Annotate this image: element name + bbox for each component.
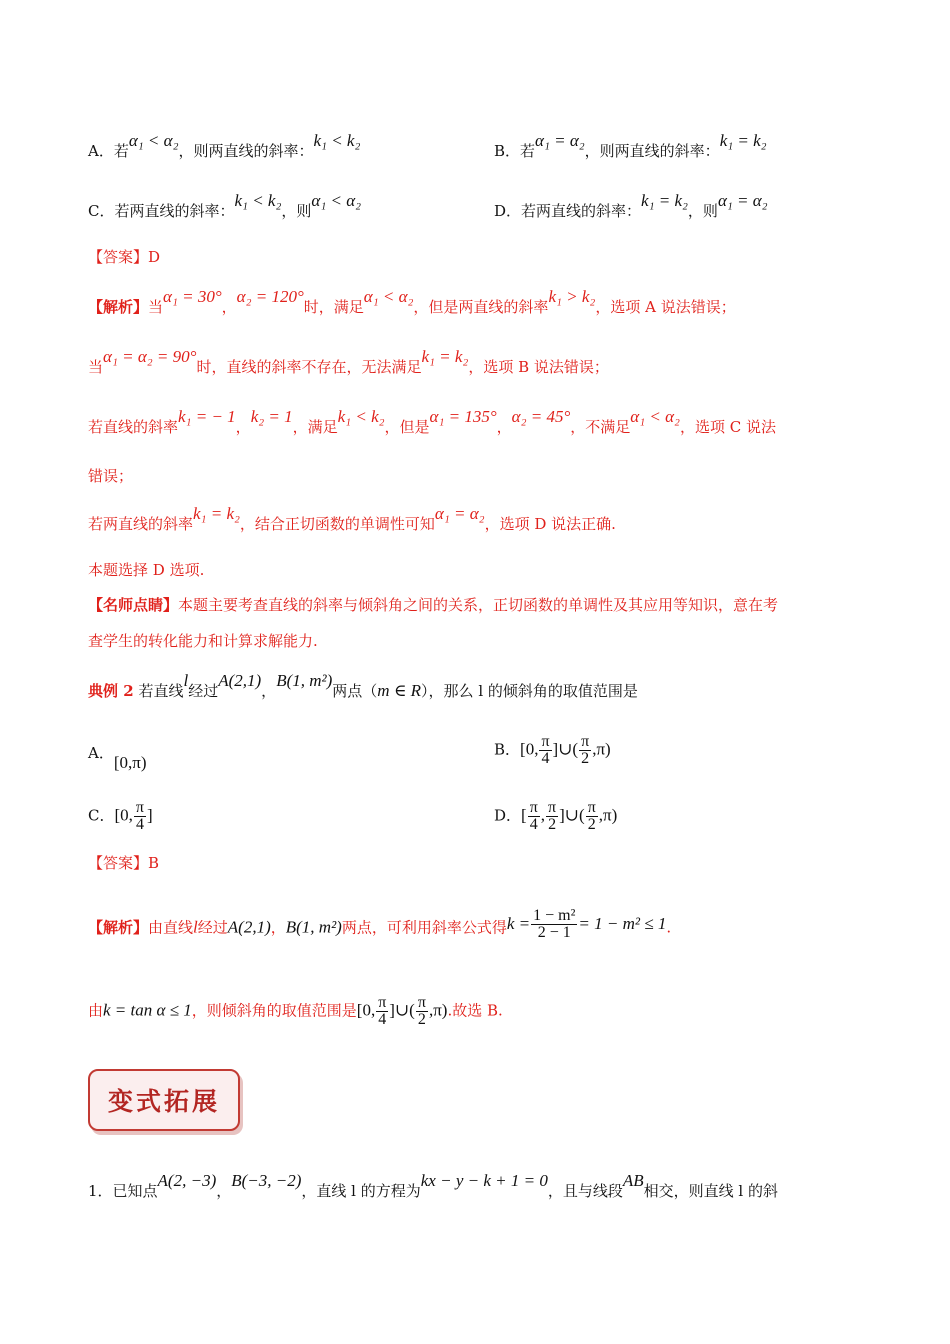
q2-option-b: B．[0, $\frac{\pi}{4}$ ]∪( $\frac{\pi}{2}$ ,π) (494, 733, 611, 767)
q1-analysis-line-6: 本题选择 D 选项. (88, 561, 205, 579)
example-2-question: 典例 2 若直线l经过A(2,1)，B(1, m²)两点（m ∈ R），那么 l 的倾斜角的取值范围是 (88, 671, 638, 700)
q1-analysis-line-5: 若两直线的斜率k₁ = k₂，结合正切函数的单调性可知α₁ = α₂，选项 D 说法正确. (88, 504, 616, 533)
q1-option-c: C．若两直线的斜率：k₁ < k₂，则α₁ < α₂ (88, 191, 362, 220)
q2-analysis-line-1: 【解析】由直线l经过A(2,1)，B(1, m²)两点，可利用斜率公式得k = $\frac{\text{1 − m²}}{2 - 1}$ = 1 − m² ≤ 1. (88, 907, 672, 941)
q2-answer: 【答案】B (88, 854, 160, 872)
q1-option-a: A．若α₁ < α₂，则两直线的斜率：k₁ < k₂ (88, 131, 361, 160)
q1-analysis-line-4: 错误； (88, 467, 134, 485)
q1-option-b: B．若α₁ = α₂，则两直线的斜率：k₁ = k₂ (494, 131, 767, 160)
q2-option-a: A．[0,π) (88, 744, 147, 772)
q2-option-c: C．[0, $\frac{\pi}{4}$ ] (88, 799, 153, 833)
q1-analysis-line-3: 若直线的斜率k₁ = − 1，k₂ = 1，满足k₁ < k₂，但是α₁ = 135°，α₂ = 45°，不满足α₁ < α₂，选项 C 说法 (88, 407, 776, 436)
q2-analysis-line-2: 由k = tan α ≤ 1，则倾斜角的取值范围是[0, $\frac{\pi}{4}$ ]∪( $\frac{\pi}{2}$ ,π).故选 B. (88, 994, 503, 1028)
section-badge-label: 变式拓展 (107, 1087, 220, 1116)
q1-analysis-line-2: 当α₁ = α₂ = 90°时，直线的斜率不存在，无法满足k₁ = k₂，选项 B 说法错误； (88, 347, 609, 376)
q1-tips-line-1: 【名师点睛】本题主要考查直线的斜率与倾斜角之间的关系，正切函数的单调性及其应用等知识，意在考 (88, 596, 779, 614)
q1-option-d: D．若两直线的斜率：k₁ = k₂，则α₁ = α₂ (494, 191, 768, 220)
q1-answer: 【答案】D (88, 248, 161, 266)
q1-analysis-line-1: 【解析】当α₁ = 30°，α₂ = 120°时，满足α₁ < α₂，但是两直线的斜率k₁ > k₂，选项 A 说法错误； (88, 287, 736, 316)
exercise-1: 1．已知点A(2, −3)，B(−3, −2)，直线 l 的方程为kx − y − k + 1 = 0，且与线段AB相交，则直线 l 的斜 (88, 1171, 778, 1200)
q2-option-d: D．[ $\frac{\pi}{4}$ , $\frac{\pi}{2}$ ]∪( $\frac{\pi}{2}$ ,π) (494, 799, 618, 833)
section-badge (88, 1069, 240, 1131)
q1-tips-line-2: 查学生的转化能力和计算求解能力. (88, 632, 318, 650)
